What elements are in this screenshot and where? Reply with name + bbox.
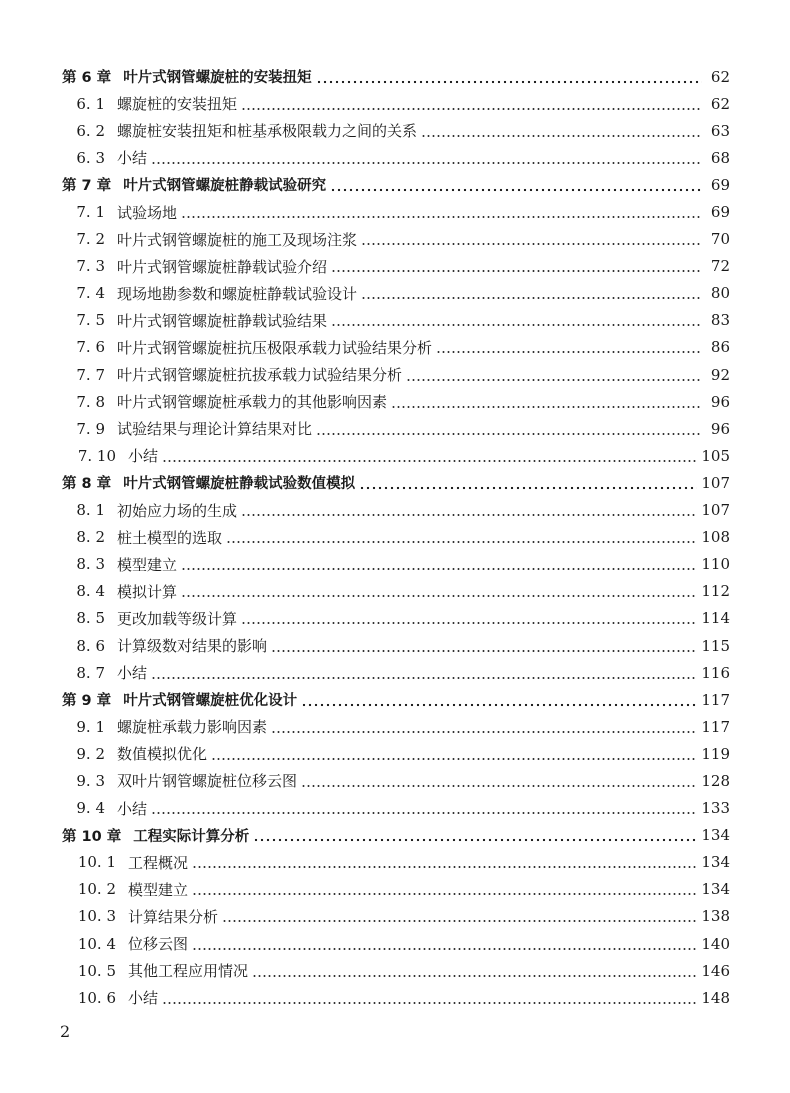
entry-number: 7. 10 <box>77 446 116 465</box>
page-number: 2 <box>60 1022 71 1041</box>
dot-leader <box>301 773 697 789</box>
dot-leader <box>151 150 702 166</box>
dot-leader <box>241 96 702 112</box>
dot-leader <box>181 204 702 220</box>
entry-page-number: 68 <box>710 148 730 167</box>
entry-title: 计算结果分析 <box>128 907 219 926</box>
dot-leader <box>406 367 702 383</box>
toc-section-entry[interactable] <box>62 280 730 307</box>
toc-section-entry[interactable] <box>62 767 730 794</box>
dot-leader <box>192 854 697 870</box>
entry-title: 螺旋桩的安装扭矩 <box>117 95 238 114</box>
toc-section-entry[interactable] <box>62 388 730 415</box>
dot-leader <box>271 719 697 735</box>
toc-section-entry[interactable] <box>62 713 730 740</box>
entry-title: 工程实际计算分析 <box>133 828 250 845</box>
toc-section-entry[interactable] <box>62 442 730 469</box>
dot-leader <box>181 583 697 599</box>
entry-page-number: 115 <box>701 636 730 655</box>
entry-page-number: 140 <box>701 934 730 953</box>
entry-page-number: 134 <box>701 880 730 899</box>
entry-title: 其他工程应用情况 <box>128 962 249 981</box>
entry-title: 小结 <box>117 149 148 168</box>
entry-number: 7. 7 <box>76 365 105 384</box>
entry-page-number: 107 <box>701 473 730 492</box>
toc-section-entry[interactable] <box>62 903 730 930</box>
entry-title: 叶片式钢管螺旋桩静载试验结果 <box>117 311 328 330</box>
entry-title: 小结 <box>128 447 159 466</box>
toc-section-entry[interactable] <box>62 659 730 686</box>
entry-title: 数值模拟优化 <box>117 745 208 764</box>
entry-title: 计算级数对结果的影响 <box>117 637 268 656</box>
entry-title: 叶片式钢管螺旋桩优化设计 <box>123 693 298 710</box>
entry-number: 8. 2 <box>76 528 105 547</box>
entry-title: 试验场地 <box>117 203 178 222</box>
entry-number: 6. 2 <box>76 121 105 140</box>
entry-title: 小结 <box>117 664 148 683</box>
dot-leader <box>151 800 697 816</box>
entry-page-number: 128 <box>701 771 730 790</box>
dot-leader <box>271 638 697 654</box>
toc-section-entry[interactable] <box>62 984 730 1011</box>
entry-page-number: 134 <box>701 853 730 872</box>
toc-chapter-entry[interactable] <box>62 469 730 496</box>
entry-title: 叶片式钢管螺旋桩静载试验数值模拟 <box>123 476 356 493</box>
dot-leader <box>211 746 697 762</box>
toc-section-entry[interactable] <box>62 144 730 171</box>
dot-leader <box>162 990 697 1006</box>
entry-title: 模拟计算 <box>117 582 178 601</box>
entry-page-number: 108 <box>701 528 730 547</box>
entry-number: 8. 6 <box>76 636 105 655</box>
dot-leader <box>241 610 697 626</box>
entry-number: 第 9 章 <box>62 693 112 710</box>
dot-leader <box>391 394 702 410</box>
dot-leader <box>192 936 697 952</box>
toc-section-entry[interactable] <box>62 605 730 632</box>
entry-page-number: 96 <box>710 419 730 438</box>
toc-section-entry[interactable] <box>62 415 730 442</box>
entry-title: 双叶片钢管螺旋桩位移云图 <box>117 772 298 791</box>
toc-section-entry[interactable] <box>62 497 730 524</box>
dot-leader <box>361 231 702 247</box>
entry-title: 螺旋桩安装扭矩和桩基承极限载力之间的关系 <box>117 122 418 141</box>
entry-title: 更改加载等级计算 <box>117 609 238 628</box>
entry-number: 8. 7 <box>76 663 105 682</box>
dot-leader <box>241 502 697 518</box>
toc-section-entry[interactable] <box>62 740 730 767</box>
entry-page-number: 146 <box>701 961 730 980</box>
entry-page-number: 117 <box>701 717 730 736</box>
entry-title: 模型建立 <box>128 880 189 899</box>
table-of-contents <box>62 63 730 1011</box>
entry-number: 6. 1 <box>76 94 105 113</box>
entry-title: 叶片式钢管螺旋桩的施工及现场注浆 <box>117 230 358 249</box>
entry-number: 7. 5 <box>76 311 105 330</box>
toc-section-entry[interactable] <box>62 795 730 822</box>
entry-number: 9. 4 <box>76 799 105 818</box>
entry-title: 试验结果与理论计算结果对比 <box>117 420 313 439</box>
entry-title: 小结 <box>117 799 148 818</box>
entry-number: 7. 6 <box>76 338 105 357</box>
entry-number: 10. 1 <box>77 853 116 872</box>
dot-leader <box>331 258 702 274</box>
entry-number: 7. 3 <box>76 257 105 276</box>
entry-number: 7. 2 <box>76 230 105 249</box>
dot-leader <box>436 339 702 355</box>
entry-title: 叶片式钢管螺旋桩承载力的其他影响因素 <box>117 393 388 412</box>
dot-leader <box>359 475 697 491</box>
entry-number: 8. 4 <box>76 582 105 601</box>
entry-page-number: 133 <box>701 799 730 818</box>
entry-page-number: 96 <box>710 392 730 411</box>
dot-leader <box>253 827 697 843</box>
toc-chapter-entry[interactable] <box>62 686 730 713</box>
entry-number: 10. 6 <box>77 988 116 1007</box>
dot-leader <box>316 69 702 85</box>
entry-page-number: 62 <box>710 67 730 86</box>
dot-leader <box>162 448 697 464</box>
entry-number: 8. 3 <box>76 555 105 574</box>
toc-section-entry[interactable] <box>62 551 730 578</box>
entry-title: 模型建立 <box>117 555 178 574</box>
toc-section-entry[interactable] <box>62 632 730 659</box>
entry-number: 7. 4 <box>76 284 105 303</box>
entry-number: 9. 3 <box>76 771 105 790</box>
toc-section-entry[interactable] <box>62 361 730 388</box>
dot-leader <box>330 177 702 193</box>
entry-title: 叶片式钢管螺旋桩抗压极限承载力试验结果分析 <box>117 338 433 357</box>
entry-title: 桩土模型的选取 <box>117 528 223 547</box>
entry-title: 叶片式钢管螺旋桩的安装扭矩 <box>123 70 312 87</box>
toc-section-entry[interactable] <box>62 90 730 117</box>
entry-number: 6. 3 <box>76 148 105 167</box>
dot-leader <box>316 421 702 437</box>
entry-page-number: 116 <box>701 663 730 682</box>
entry-title: 叶片式钢管螺旋桩静载试验介绍 <box>117 257 328 276</box>
entry-number: 第 8 章 <box>62 476 112 493</box>
toc-section-entry[interactable] <box>62 849 730 876</box>
entry-number: 10. 3 <box>77 907 116 926</box>
entry-title: 叶片式钢管螺旋桩静载试验研究 <box>123 178 327 195</box>
dot-leader <box>421 123 702 139</box>
dot-leader <box>226 529 697 545</box>
toc-section-entry[interactable] <box>62 198 730 225</box>
entry-page-number: 107 <box>701 501 730 520</box>
entry-number: 10. 2 <box>77 880 116 899</box>
entry-title: 螺旋桩承载力影响因素 <box>117 718 268 737</box>
dot-leader <box>331 312 702 328</box>
entry-number: 7. 9 <box>76 419 105 438</box>
entry-number: 第 10 章 <box>62 828 122 845</box>
toc-chapter-entry[interactable] <box>62 171 730 198</box>
entry-title: 初始应力场的生成 <box>117 501 238 520</box>
toc-section-entry[interactable] <box>62 930 730 957</box>
entry-number: 7. 1 <box>76 203 105 222</box>
entry-page-number: 63 <box>710 121 730 140</box>
entry-page-number: 72 <box>710 257 730 276</box>
toc-section-entry[interactable] <box>62 957 730 984</box>
entry-number: 第 7 章 <box>62 178 112 195</box>
toc-section-entry[interactable] <box>62 307 730 334</box>
dot-leader <box>301 692 697 708</box>
entry-page-number: 69 <box>710 203 730 222</box>
entry-title: 小结 <box>128 989 159 1008</box>
entry-page-number: 117 <box>701 690 730 709</box>
entry-page-number: 69 <box>710 175 730 194</box>
entry-page-number: 105 <box>701 446 730 465</box>
entry-page-number: 80 <box>710 284 730 303</box>
entry-page-number: 119 <box>701 744 730 763</box>
entry-page-number: 86 <box>710 338 730 357</box>
toc-section-entry[interactable] <box>62 578 730 605</box>
dot-leader <box>151 665 697 681</box>
entry-page-number: 134 <box>701 826 730 845</box>
entry-number: 9. 1 <box>76 717 105 736</box>
toc-section-entry[interactable] <box>62 524 730 551</box>
toc-section-entry[interactable] <box>62 117 730 144</box>
entry-number: 8. 5 <box>76 609 105 628</box>
entry-title: 工程概况 <box>128 853 189 872</box>
entry-page-number: 114 <box>701 609 730 628</box>
toc-section-entry[interactable] <box>62 334 730 361</box>
entry-title: 叶片式钢管螺旋桩抗拔承载力试验结果分析 <box>117 366 403 385</box>
toc-chapter-entry[interactable] <box>62 63 730 90</box>
dot-leader <box>222 908 697 924</box>
entry-number: 8. 1 <box>76 501 105 520</box>
entry-title: 位移云图 <box>128 935 189 954</box>
dot-leader <box>192 881 697 897</box>
entry-number: 9. 2 <box>76 744 105 763</box>
entry-title: 现场地勘参数和螺旋桩静载试验设计 <box>117 284 358 303</box>
entry-page-number: 83 <box>710 311 730 330</box>
entry-page-number: 112 <box>701 582 730 601</box>
entry-page-number: 70 <box>710 230 730 249</box>
entry-number: 7. 8 <box>76 392 105 411</box>
entry-number: 第 6 章 <box>62 70 112 87</box>
entry-page-number: 148 <box>701 988 730 1007</box>
dot-leader <box>252 963 697 979</box>
toc-section-entry[interactable] <box>62 876 730 903</box>
toc-section-entry[interactable] <box>62 253 730 280</box>
toc-section-entry[interactable] <box>62 226 730 253</box>
entry-number: 10. 4 <box>77 934 116 953</box>
entry-number: 10. 5 <box>77 961 116 980</box>
toc-chapter-entry[interactable] <box>62 822 730 849</box>
entry-page-number: 92 <box>710 365 730 384</box>
dot-leader <box>181 556 697 572</box>
dot-leader <box>361 285 702 301</box>
entry-page-number: 62 <box>710 94 730 113</box>
entry-page-number: 138 <box>701 907 730 926</box>
entry-page-number: 110 <box>701 555 730 574</box>
